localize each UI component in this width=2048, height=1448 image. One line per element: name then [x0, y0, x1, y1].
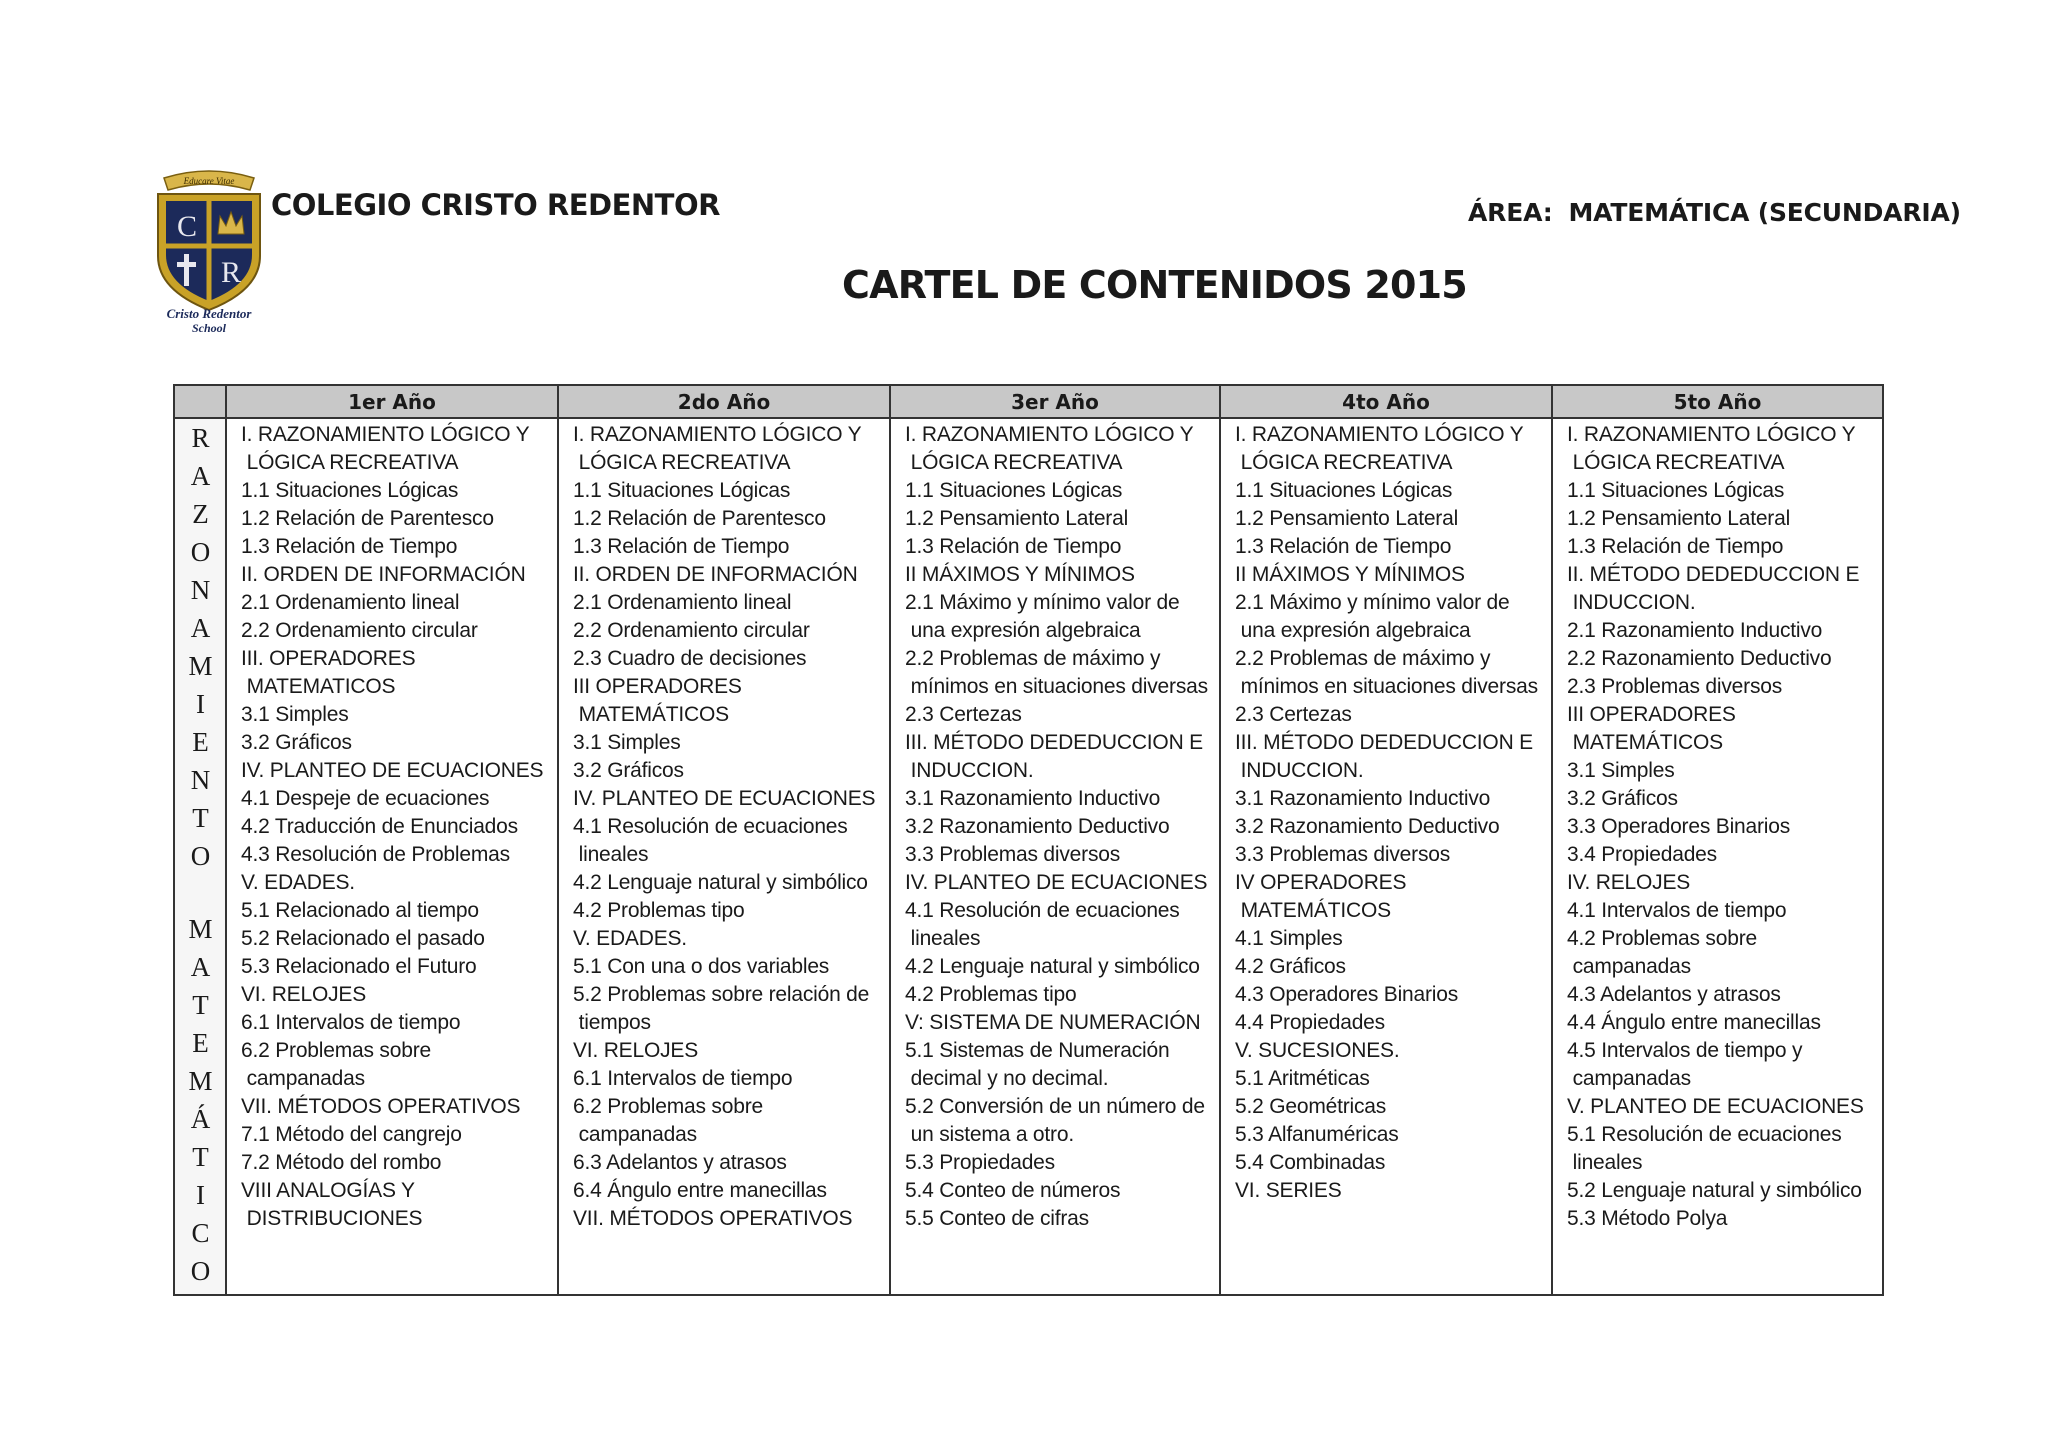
content-line: 5.3 Alfanuméricas	[1235, 1123, 1399, 1146]
content-line: 5.3 Relacionado el Futuro	[241, 955, 477, 978]
content-line: 5.5 Conteo de cifras	[905, 1207, 1089, 1230]
content-line: DISTRIBUCIONES	[241, 1207, 423, 1230]
content-line: mínimos en situaciones diversas	[1235, 675, 1538, 698]
content-line: 1.2 Relación de Parentesco	[573, 507, 826, 530]
area-label: ÁREA:	[1468, 198, 1553, 227]
column-header: 4to Año	[1220, 385, 1552, 418]
content-line: V. EDADES.	[573, 927, 687, 950]
content-line: campanadas	[241, 1067, 365, 1090]
content-line: campanadas	[573, 1123, 697, 1146]
content-line: 5.3 Propiedades	[905, 1151, 1055, 1174]
content-line: 5.1 Con una o dos variables	[573, 955, 830, 978]
logo-letter-r: R	[220, 256, 242, 289]
area-heading	[1468, 198, 1961, 227]
side-label-word: RAZONAMIENTO	[185, 423, 216, 879]
content-line: 1.1 Situaciones Lógicas	[1567, 479, 1785, 502]
content-line: 5.1 Aritméticas	[1235, 1067, 1370, 1090]
area-value: MATEMÁTICA (SECUNDARIA)	[1568, 198, 1961, 227]
content-line: 2.1 Ordenamiento lineal	[241, 591, 460, 614]
content-line: 1.1 Situaciones Lógicas	[573, 479, 791, 502]
side-label-word: MATEMÁTICO	[185, 914, 216, 1294]
content-line: 3.2 Gráficos	[241, 731, 352, 754]
content-line: 5.4 Combinadas	[1235, 1151, 1386, 1174]
content-line: 1.1 Situaciones Lógicas	[241, 479, 459, 502]
content-line: campanadas	[1567, 955, 1691, 978]
content-line: 5.2 Geométricas	[1235, 1095, 1387, 1118]
content-line: 2.3 Certezas	[1235, 703, 1352, 726]
content-line: un sistema a otro.	[905, 1123, 1074, 1146]
content-line: LÓGICA RECREATIVA	[905, 451, 1123, 474]
column-header: 3er Año	[890, 385, 1220, 418]
content-line: 2.1 Máximo y mínimo valor de	[1235, 591, 1510, 614]
column-header: 2do Año	[558, 385, 890, 418]
logo-banner-text: Educare Vitae	[183, 176, 235, 186]
content-line: III. OPERADORES	[241, 647, 416, 670]
content-line: 1.2 Relación de Parentesco	[241, 507, 494, 530]
content-line: 6.3 Adelantos y atrasos	[573, 1151, 787, 1174]
content-line: 2.1 Ordenamiento lineal	[573, 591, 792, 614]
content-line: MATEMÁTICOS	[1567, 731, 1723, 754]
content-line: 3.2 Razonamiento Deductivo	[1235, 815, 1500, 838]
content-line: 2.2 Ordenamiento circular	[573, 619, 810, 642]
content-line: 5.2 Relacionado el pasado	[241, 927, 485, 950]
content-line: 3.1 Simples	[573, 731, 681, 754]
content-line: V. SUCESIONES.	[1235, 1039, 1400, 1062]
column-header: 5to Año	[1552, 385, 1883, 418]
year-column-1	[226, 418, 558, 1295]
content-line: 3.3 Problemas diversos	[905, 843, 1121, 866]
content-line: IV. RELOJES	[1567, 871, 1691, 894]
content-line: decimal y no decimal.	[905, 1067, 1109, 1090]
content-line: 2.1 Máximo y mínimo valor de	[905, 591, 1180, 614]
content-line: 4.2 Problemas tipo	[573, 899, 745, 922]
content-line: 1.2 Pensamiento Lateral	[1567, 507, 1791, 530]
content-line: 4.1 Simples	[1235, 927, 1343, 950]
content-line: 1.1 Situaciones Lógicas	[1235, 479, 1453, 502]
content-line: 3.1 Simples	[241, 703, 349, 726]
content-line: 2.2 Razonamiento Deductivo	[1567, 647, 1832, 670]
page-title: CARTEL DE CONTENIDOS 2015	[842, 263, 1467, 307]
content-line: 4.4 Propiedades	[1235, 1011, 1385, 1034]
content-line: 6.4 Ángulo entre manecillas	[573, 1179, 827, 1202]
content-line: II. ORDEN DE INFORMACIÓN	[573, 563, 858, 586]
column-header: 1er Año	[226, 385, 558, 418]
content-line: VII. MÉTODOS OPERATIVOS	[573, 1207, 853, 1230]
content-line: 5.1 Relacionado al tiempo	[241, 899, 479, 922]
content-line: 6.1 Intervalos de tiempo	[573, 1067, 793, 1090]
content-line: LÓGICA RECREATIVA	[1567, 451, 1785, 474]
content-line: 4.1 Despeje de ecuaciones	[241, 787, 490, 810]
year-column-4	[1220, 418, 1552, 1295]
content-line: 3.1 Simples	[1567, 759, 1675, 782]
content-line: 2.2 Problemas de máximo y	[1235, 647, 1491, 670]
content-line: 4.2 Lenguaje natural y simbólico	[905, 955, 1200, 978]
content-line: 3.3 Operadores Binarios	[1567, 815, 1791, 838]
content-line: 4.3 Resolución de Problemas	[241, 843, 510, 866]
content-line: 3.2 Gráficos	[1567, 787, 1678, 810]
content-line: VI. SERIES	[1235, 1179, 1342, 1202]
content-line: 3.1 Razonamiento Inductivo	[905, 787, 1161, 810]
content-line: LÓGICA RECREATIVA	[573, 451, 791, 474]
content-line: 5.2 Problemas sobre relación de	[573, 983, 870, 1006]
content-line: LÓGICA RECREATIVA	[1235, 451, 1453, 474]
content-line: 1.2 Pensamiento Lateral	[1235, 507, 1459, 530]
content-line: 5.2 Lenguaje natural y simbólico	[1567, 1179, 1862, 1202]
content-line: 3.4 Propiedades	[1567, 843, 1717, 866]
vertical-side-label	[175, 419, 225, 1294]
side-label-cell	[174, 418, 226, 1295]
contents-table	[173, 384, 1884, 1296]
content-line: V. EDADES.	[241, 871, 355, 894]
content-line: 2.2 Problemas de máximo y	[905, 647, 1161, 670]
content-line: VII. MÉTODOS OPERATIVOS	[241, 1095, 521, 1118]
table-header-row	[174, 385, 1883, 418]
content-line: lineales	[1567, 1151, 1643, 1174]
year-column-5	[1552, 418, 1883, 1295]
content-line: IV. PLANTEO DE ECUACIONES	[573, 787, 876, 810]
logo-motto-line2: School	[191, 321, 227, 335]
content-line: 4.1 Intervalos de tiempo	[1567, 899, 1787, 922]
content-line: II. MÉTODO DEDEDUCCION E	[1567, 563, 1860, 586]
year-column-3	[890, 418, 1220, 1295]
content-line: 4.2 Lenguaje natural y simbólico	[573, 871, 868, 894]
content-line: 2.1 Razonamiento Inductivo	[1567, 619, 1823, 642]
content-line: IV. PLANTEO DE ECUACIONES	[905, 871, 1208, 894]
content-line: 4.3 Operadores Binarios	[1235, 983, 1459, 1006]
content-line: tiempos	[573, 1011, 651, 1034]
content-line: 4.5 Intervalos de tiempo y	[1567, 1039, 1803, 1062]
content-line: V. PLANTEO DE ECUACIONES	[1567, 1095, 1864, 1118]
content-line: 1.3 Relación de Tiempo	[1235, 535, 1452, 558]
content-line: 5.2 Conversión de un número de	[905, 1095, 1205, 1118]
year-column-2	[558, 418, 890, 1295]
content-line: 2.3 Problemas diversos	[1567, 675, 1783, 698]
content-line: MATEMÁTICOS	[573, 703, 729, 726]
content-line: III. MÉTODO DEDEDUCCION E	[1235, 731, 1533, 754]
content-line: 4.2 Traducción de Enunciados	[241, 815, 518, 838]
content-line: III OPERADORES	[1567, 703, 1736, 726]
content-line: 7.1 Método del cangrejo	[241, 1123, 462, 1146]
content-line: 1.2 Pensamiento Lateral	[905, 507, 1129, 530]
content-line: 2.3 Cuadro de decisiones	[573, 647, 807, 670]
content-line: MATEMÁTICOS	[1235, 899, 1391, 922]
content-line: 4.2 Problemas tipo	[905, 983, 1077, 1006]
content-line: I. RAZONAMIENTO LÓGICO Y	[905, 423, 1194, 446]
content-line: 3.1 Razonamiento Inductivo	[1235, 787, 1491, 810]
content-line: 1.3 Relación de Tiempo	[241, 535, 458, 558]
content-line: 1.3 Relación de Tiempo	[573, 535, 790, 558]
content-line: INDUCCION.	[1235, 759, 1364, 782]
corner-cell	[174, 385, 226, 418]
crest-emblem	[146, 160, 272, 336]
content-line: INDUCCION.	[1567, 591, 1696, 614]
content-line: VI. RELOJES	[241, 983, 367, 1006]
content-line: V: SISTEMA DE NUMERACIÓN	[905, 1011, 1201, 1034]
content-line: MATEMATICOS	[241, 675, 396, 698]
logo-letter-c: C	[176, 210, 198, 243]
content-line: 2.2 Ordenamiento circular	[241, 619, 478, 642]
content-line: una expresión algebraica	[1235, 619, 1471, 642]
school-logo	[146, 160, 272, 336]
content-line: VI. RELOJES	[573, 1039, 699, 1062]
content-line: II. ORDEN DE INFORMACIÓN	[241, 563, 526, 586]
content-line: 5.1 Sistemas de Numeración	[905, 1039, 1170, 1062]
content-line: 2.3 Certezas	[905, 703, 1022, 726]
logo-motto-line1: Cristo Redentor	[166, 306, 252, 321]
content-line: INDUCCION.	[905, 759, 1034, 782]
content-line: 6.1 Intervalos de tiempo	[241, 1011, 461, 1034]
content-line: 1.3 Relación de Tiempo	[1567, 535, 1784, 558]
content-line: IV. PLANTEO DE ECUACIONES	[241, 759, 544, 782]
content-line: campanadas	[1567, 1067, 1691, 1090]
content-line: I. RAZONAMIENTO LÓGICO Y	[1235, 423, 1524, 446]
content-line: 1.3 Relación de Tiempo	[905, 535, 1122, 558]
content-line: 6.2 Problemas sobre	[241, 1039, 431, 1062]
school-name: COLEGIO CRISTO REDENTOR	[271, 188, 720, 222]
content-line: 5.1 Resolución de ecuaciones	[1567, 1123, 1842, 1146]
content-line: I. RAZONAMIENTO LÓGICO Y	[573, 423, 862, 446]
content-line: II MÁXIMOS Y MÍNIMOS	[905, 563, 1135, 586]
table-row	[174, 418, 1883, 1295]
content-line: 4.2 Gráficos	[1235, 955, 1346, 978]
content-line: 4.4 Ángulo entre manecillas	[1567, 1011, 1821, 1034]
content-line: 6.2 Problemas sobre	[573, 1095, 763, 1118]
content-line: 1.1 Situaciones Lógicas	[905, 479, 1123, 502]
content-line: III. MÉTODO DEDEDUCCION E	[905, 731, 1203, 754]
content-line: 7.2 Método del rombo	[241, 1151, 442, 1174]
content-line: 5.3 Método Polya	[1567, 1207, 1728, 1230]
content-line: 3.2 Gráficos	[573, 759, 684, 782]
content-line: 4.1 Resolución de ecuaciones	[905, 899, 1180, 922]
content-line: lineales	[905, 927, 981, 950]
content-line: mínimos en situaciones diversas	[905, 675, 1208, 698]
content-line: III OPERADORES	[573, 675, 742, 698]
content-line: II MÁXIMOS Y MÍNIMOS	[1235, 563, 1465, 586]
content-line: I. RAZONAMIENTO LÓGICO Y	[241, 423, 530, 446]
content-line: 5.4 Conteo de números	[905, 1179, 1121, 1202]
content-line: IV OPERADORES	[1235, 871, 1407, 894]
content-line: 3.2 Razonamiento Deductivo	[905, 815, 1170, 838]
content-line: I. RAZONAMIENTO LÓGICO Y	[1567, 423, 1856, 446]
content-line: 3.3 Problemas diversos	[1235, 843, 1451, 866]
content-line: 4.2 Problemas sobre	[1567, 927, 1757, 950]
content-line: lineales	[573, 843, 649, 866]
content-line: LÓGICA RECREATIVA	[241, 451, 459, 474]
content-line: VIII ANALOGÍAS Y	[241, 1179, 415, 1202]
content-line: 4.1 Resolución de ecuaciones	[573, 815, 848, 838]
content-line: 4.3 Adelantos y atrasos	[1567, 983, 1781, 1006]
content-line: una expresión algebraica	[905, 619, 1141, 642]
